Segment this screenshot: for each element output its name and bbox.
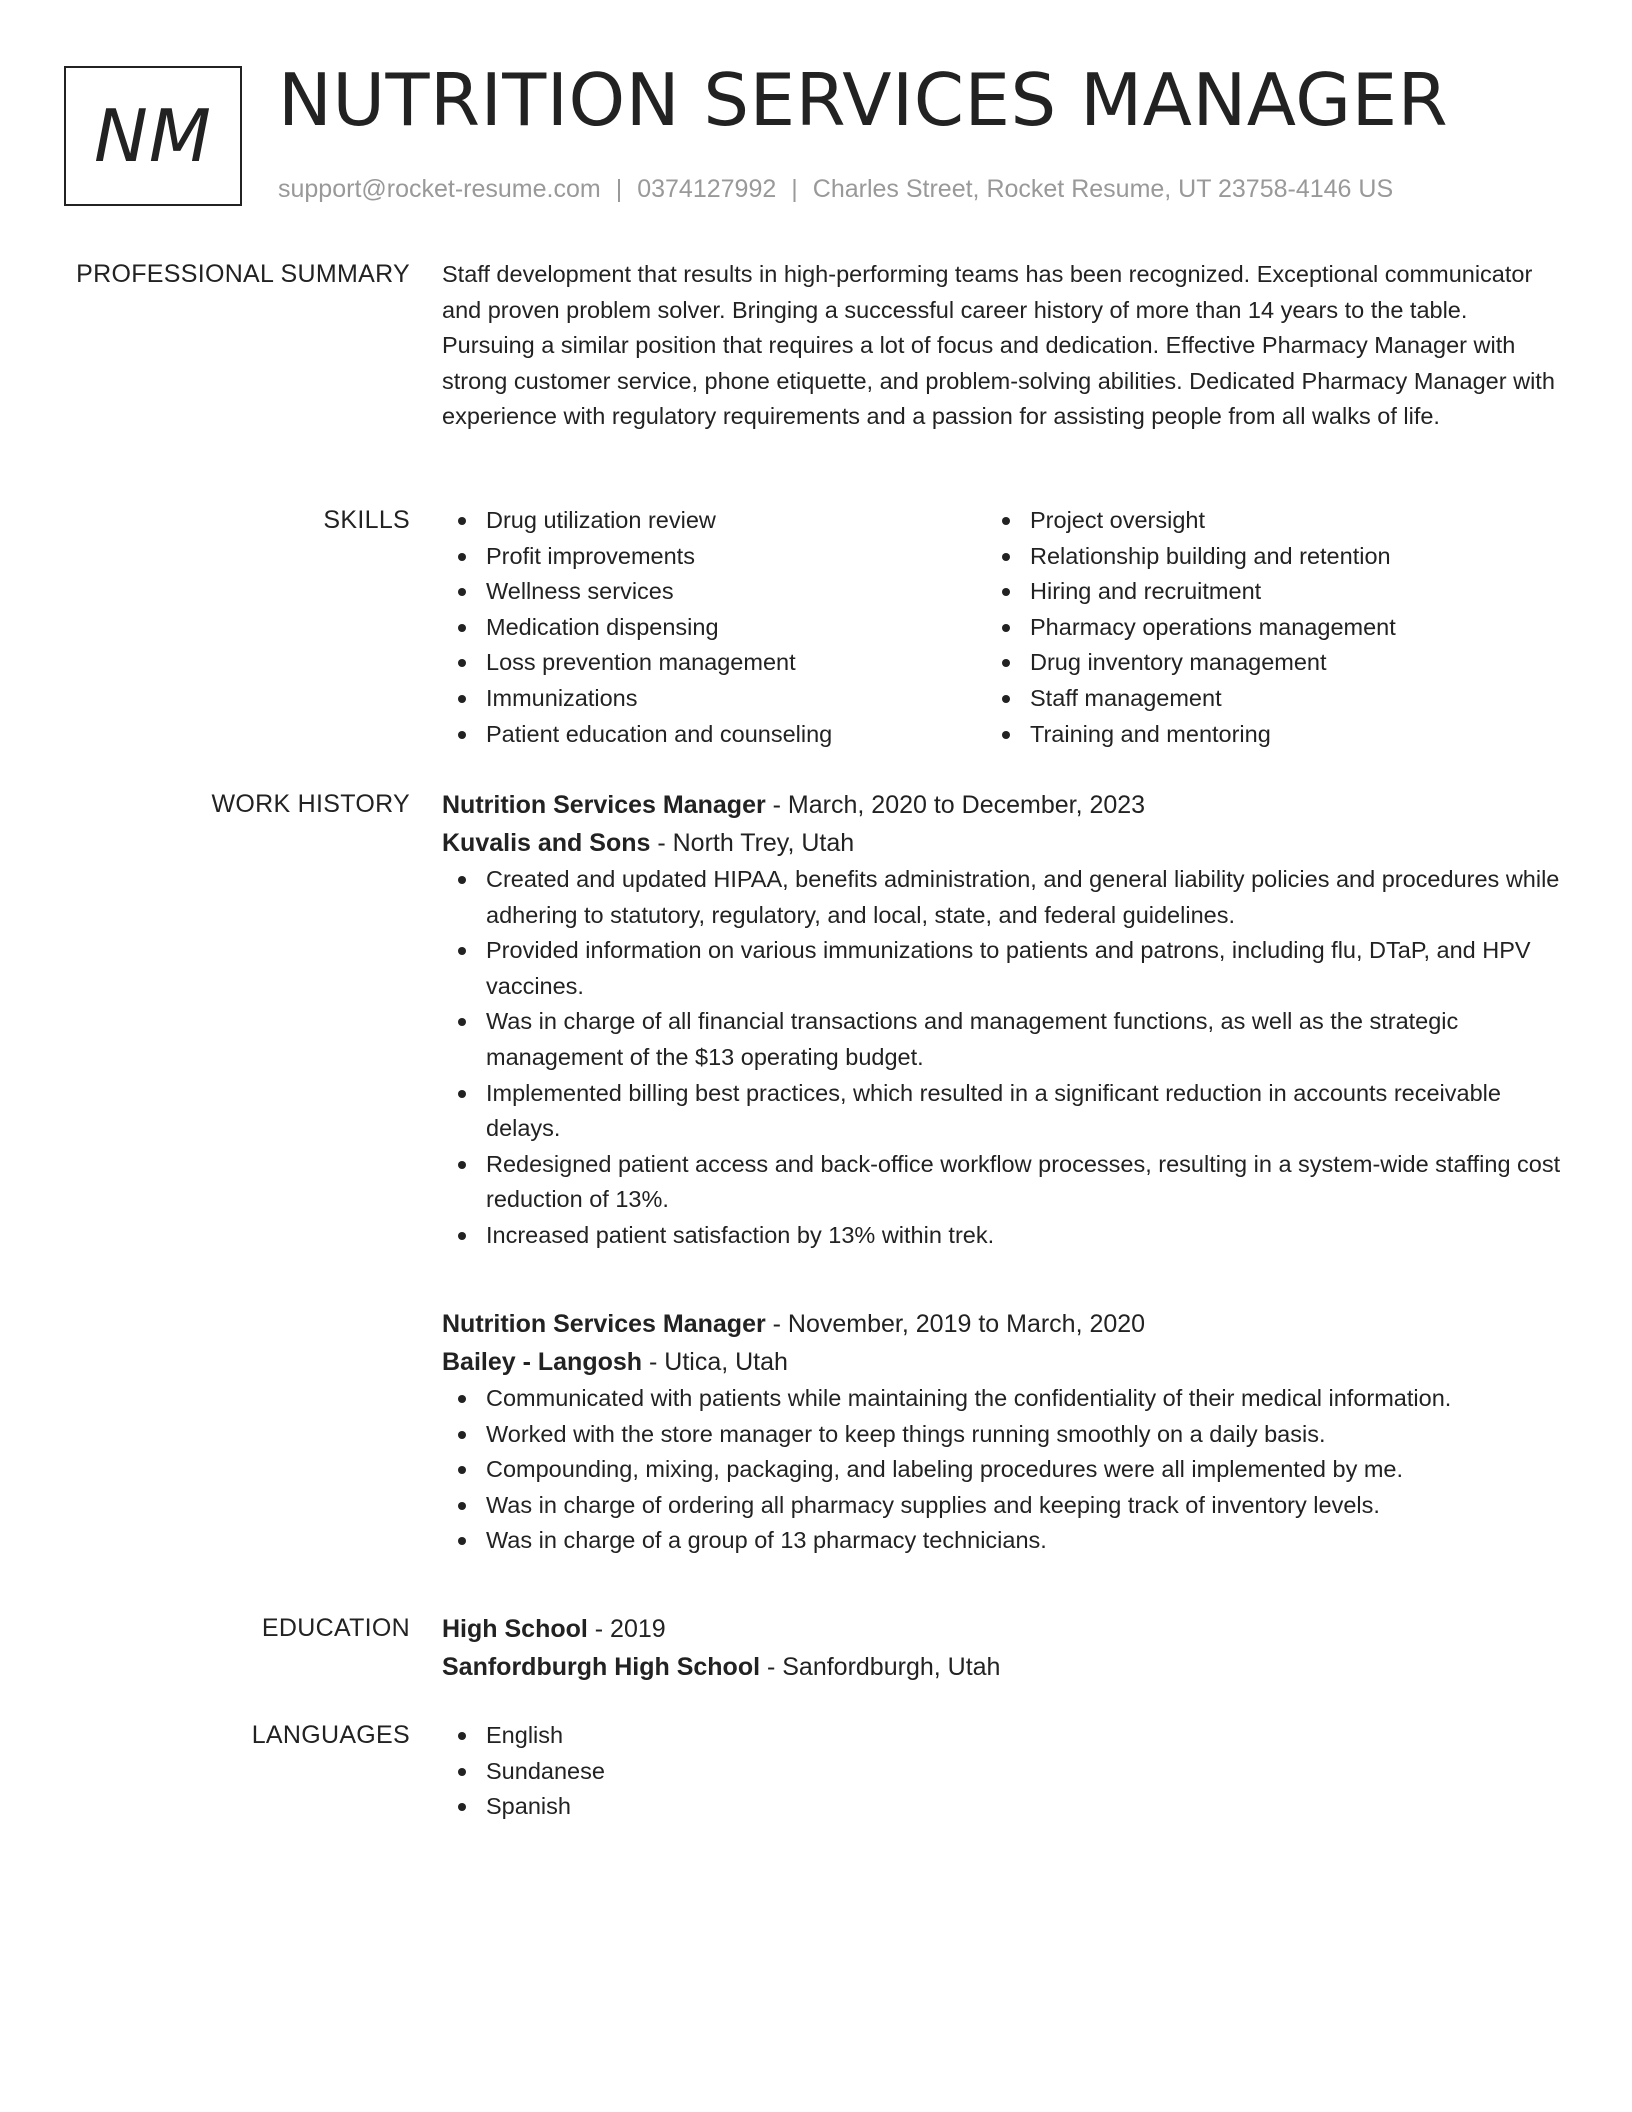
job-duty-item: Compounding, mixing, packaging, and labeling procedures were all implemented by me. <box>442 1452 1562 1488</box>
work-history-heading: WORK HISTORY <box>211 790 410 818</box>
summary-heading: PROFESSIONAL SUMMARY <box>76 260 410 288</box>
monogram-initials: NM <box>94 94 212 178</box>
contact-separator: | <box>791 175 798 203</box>
job-company: Kuvalis and Sons <box>442 829 651 857</box>
skill-item: Staff management <box>986 681 1530 717</box>
resume-title: NUTRITION SERVICES MANAGER <box>278 58 1449 142</box>
job-company-line <box>442 1343 1562 1381</box>
education-year: - 2019 <box>587 1615 666 1643</box>
skill-item: Hiring and recruitment <box>986 574 1530 610</box>
job-duty-item: Was in charge of ordering all pharmacy supplies and keeping track of inventory levels. <box>442 1488 1562 1524</box>
job-dates: - March, 2020 to December, 2023 <box>765 791 1146 819</box>
job-duty-item: Communicated with patients while maintaining the confidentiality of their medical information. <box>442 1381 1562 1417</box>
job-location: - Utica, Utah <box>642 1348 788 1376</box>
job-duty-item: Worked with the store manager to keep things running smoothly on a daily basis. <box>442 1417 1562 1453</box>
job-duty-item: Implemented billing best practices, which resulted in a significant reduction in accounts receivable delays. <box>442 1076 1562 1147</box>
job-duty-item: Was in charge of all financial transactions and management functions, as well as the strategic management of the $13 operating budget. <box>442 1004 1562 1075</box>
contact-email[interactable]: support@rocket-resume.com <box>278 175 601 203</box>
job-title: Nutrition Services Manager <box>442 1310 766 1338</box>
skills-list-left <box>442 503 986 752</box>
skill-item: Medication dispensing <box>442 610 986 646</box>
skills-heading: SKILLS <box>323 506 410 534</box>
job-duty-item: Was in charge of a group of 13 pharmacy technicians. <box>442 1523 1562 1559</box>
job-title-line <box>442 786 1562 824</box>
languages-list <box>442 1718 1562 1825</box>
skill-item: Loss prevention management <box>442 645 986 681</box>
contact-phone[interactable]: 0374127992 <box>637 175 777 203</box>
language-item: Spanish <box>442 1789 1562 1825</box>
monogram-box <box>64 66 242 206</box>
job-duty-item: Created and updated HIPAA, benefits administration, and general liability policies and procedures while adhering to statutory, regulatory, and local, state, and federal guidelines. <box>442 862 1562 933</box>
contact-line <box>278 172 1393 206</box>
job-duty-item: Increased patient satisfaction by 13% within trek. <box>442 1218 1562 1254</box>
contact-address: Charles Street, Rocket Resume, UT 23758-4146 US <box>812 175 1394 203</box>
job-duty-item: Redesigned patient access and back-office workflow processes, resulting in a system-wide staffing cost reduction of 13%. <box>442 1147 1562 1218</box>
skill-item: Pharmacy operations management <box>986 610 1530 646</box>
job-dates: - November, 2019 to March, 2020 <box>765 1310 1146 1338</box>
skill-item: Training and mentoring <box>986 717 1530 753</box>
skill-item: Project oversight <box>986 503 1530 539</box>
skill-item: Wellness services <box>442 574 986 610</box>
job-entry <box>442 786 1562 1254</box>
job-title-line <box>442 1305 1562 1343</box>
skill-item: Patient education and counseling <box>442 717 986 753</box>
contact-separator: | <box>615 175 623 203</box>
job-entry <box>442 1305 1562 1559</box>
education-school: Sanfordburgh High School <box>442 1653 761 1681</box>
languages-heading: LANGUAGES <box>251 1721 410 1749</box>
language-item: English <box>442 1718 1562 1754</box>
skill-item: Relationship building and retention <box>986 539 1530 575</box>
education-location: - Sanfordburgh, Utah <box>760 1653 1001 1681</box>
skill-item: Drug utilization review <box>442 503 986 539</box>
skill-item: Drug inventory management <box>986 645 1530 681</box>
skill-item: Profit improvements <box>442 539 986 575</box>
job-company: Bailey - Langosh <box>442 1348 643 1376</box>
education-degree-line <box>442 1610 1562 1648</box>
job-duty-item: Provided information on various immunizations to patients and patrons, including flu, DTaP, and HPV vaccines. <box>442 933 1562 1004</box>
job-title: Nutrition Services Manager <box>442 791 766 819</box>
language-item: Sundanese <box>442 1754 1562 1790</box>
job-location: - North Trey, Utah <box>650 829 855 857</box>
skills-list-right <box>986 503 1530 752</box>
job-duties-list <box>442 862 1562 1254</box>
summary-text: Staff development that results in high-performing teams has been recognized. Exceptional communicator and proven problem solver. Bringing a successful career history of more than 14 years to the table. Pursuing a similar position that requires a lot of focus and dedication. Effective Pharmacy Manager with strong customer service, phone etiquette, and problem-solving abilities. Dedicated Pharmacy Manager with experience with regulatory requirements and a passion for assisting people from all walks of life. <box>442 261 1555 430</box>
education-school-line <box>442 1648 1562 1686</box>
skill-item: Immunizations <box>442 681 986 717</box>
education-degree: High School <box>442 1615 588 1643</box>
education-heading: EDUCATION <box>261 1614 410 1642</box>
job-duties-list <box>442 1381 1562 1559</box>
job-company-line <box>442 824 1562 862</box>
